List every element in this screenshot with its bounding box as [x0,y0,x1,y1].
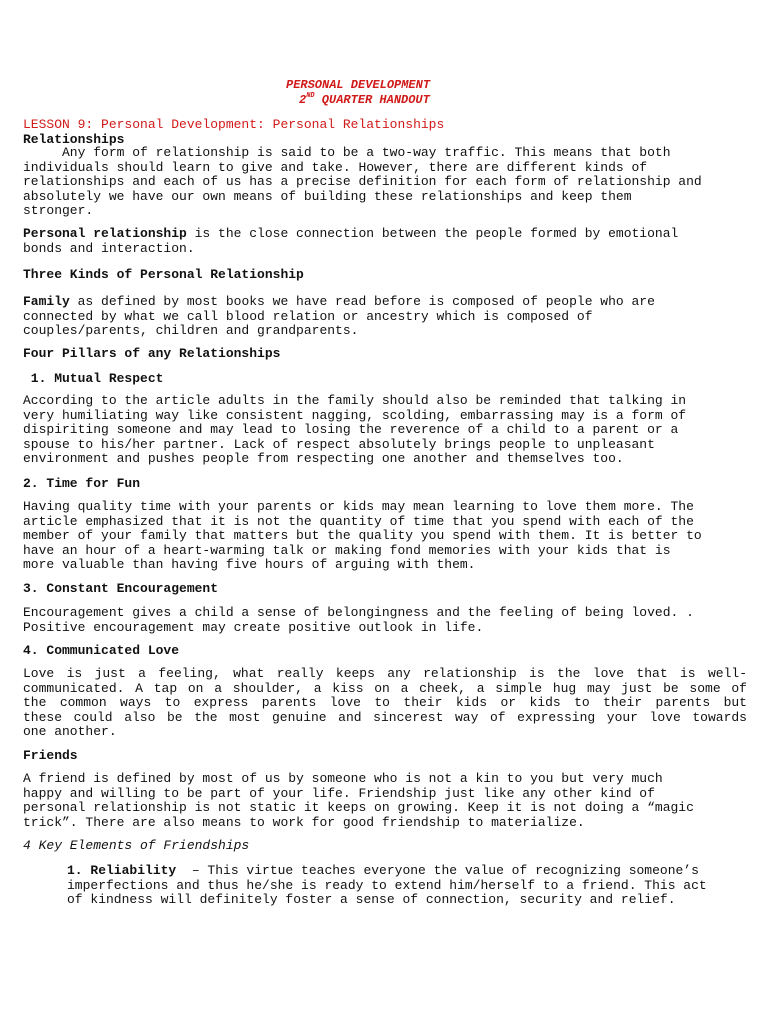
text-line: dispiriting someone and may lead to losing the reverence of a child to a parent or a [23,422,679,438]
handout-number: 2 [299,93,307,107]
text-line: stronger. [23,203,94,219]
text-line: member of your family that matters but the quality you spend with them. It is better to [23,528,702,544]
definition-text: is the close connection between the people formed by emotional [186,226,679,241]
text-line: the common ways to express parents love to their kids or kids to their parents but [23,695,747,711]
text-line: Positive encouragement may create positive outlook in life. [23,619,484,635]
lesson-title: LESSON 9: Personal Development: Personal Relationships [23,117,445,132]
text-line: of kindness will definitely foster a sense of connection, security and relief. [67,892,676,908]
family-paragraph [23,295,747,339]
three-kinds-heading: Three Kinds of Personal Relationship [23,267,304,282]
pillar-1-paragraph [23,394,747,467]
friends-paragraph [23,772,747,830]
text-line: personal relationship is not static it keeps on growing. Keep it is not doing a “magic [23,800,694,816]
text-line: spouse to his/her partner. Lack of respect absolutely brings people to unpleasant [23,436,655,452]
text-line: article emphasized that it is not the quantity of time that you spend with each of the [23,513,694,529]
text-line: absolutely we have our own means of building these relationships and keep them [23,188,632,204]
family-term: Family [23,294,70,309]
text-line: trick”. There are also means to work for good friendship to materialize. [23,814,585,830]
definition-text: – This virtue teaches everyone the value of recognizing someone’s [176,863,699,878]
pillar-1-heading: 1. Mutual Respect [23,371,164,386]
text-line: happy and willing to be part of your life. Friendship just like any other kind of [23,785,655,801]
relationships-paragraph [23,146,747,219]
pillar-3-paragraph [23,606,747,635]
text-line: imperfections and thus he/she is ready to extend him/herself to a friend. This act [67,877,707,893]
key-elements-heading: 4 Key Elements of Friendships [23,838,250,853]
text-line: bonds and interaction. [23,240,195,256]
text-line: Having quality time with your parents or kids may mean learning to love them more. The [23,499,694,514]
definition-text: as defined by most books we have read before is composed of people who are [69,294,655,309]
text-line: these could also be the most genuine and sincerest way of expressing your love towards [23,709,747,725]
text-line [23,295,747,310]
text-line: Any form of relationship is said to be a two-way traffic. This means that both [23,145,671,160]
text-line: environment and pushes people from respecting one another and themselves too. [23,451,624,467]
handout-label: QUARTER HANDOUT [314,93,430,107]
text-line: Encouragement gives a child a sense of belongingness and the feeling of being loved. . [23,605,694,620]
friends-heading: Friends [23,748,78,763]
pillar-3-heading: 3. Constant Encouragement [23,581,219,596]
pillar-4-paragraph [23,667,747,740]
document-title: PERSONAL DEVELOPMENT [286,78,431,92]
text-line: Love is just a feeling, what really keeps any relationship is the love that is well- [23,666,747,681]
text-line: very humiliating way like consistent nagging, scolding, embarrassing may is a form of [23,407,687,423]
text-line: have an hour of a heart-warming talk or making fond memories with your kids that is [23,542,671,558]
personal-relationship-term: Personal relationship [23,226,187,241]
text-line: individuals should learn to give and take. However, there are different kinds of [23,159,648,175]
text-line [67,864,747,879]
personal-relationship-paragraph [23,227,747,256]
pillar-2-heading: 2. Time for Fun [23,476,141,491]
four-pillars-heading: Four Pillars of any Relationships [23,346,281,361]
text-line: According to the article adults in the family should also be reminded that talking in [23,393,687,408]
text-line: communicated. A tap on a shoulder, a kiss on a cheek, a simple hug may just be some of [23,680,747,696]
handout-ordinal: ND [306,92,315,100]
text-line: more valuable than having five hours of arguing with them. [23,557,476,573]
text-line: connected by what we call blood relation or ancestry which is composed of [23,308,593,324]
relationships-heading: Relationships [23,132,125,147]
text-line: one another. [23,724,117,740]
handout-subtitle [299,93,430,108]
reliability-term: 1. Reliability [67,863,177,878]
reliability-paragraph [67,864,747,908]
text-line: A friend is defined by most of us by someone who is not a kin to you but very much [23,771,663,786]
pillar-4-heading: 4. Communicated Love [23,643,180,658]
text-line: couples/parents, children and grandparents. [23,323,359,339]
text-line [23,227,747,242]
pillar-2-paragraph [23,500,747,573]
text-line: relationships and each of us has a precise definition for each form of relationship and [23,174,702,190]
